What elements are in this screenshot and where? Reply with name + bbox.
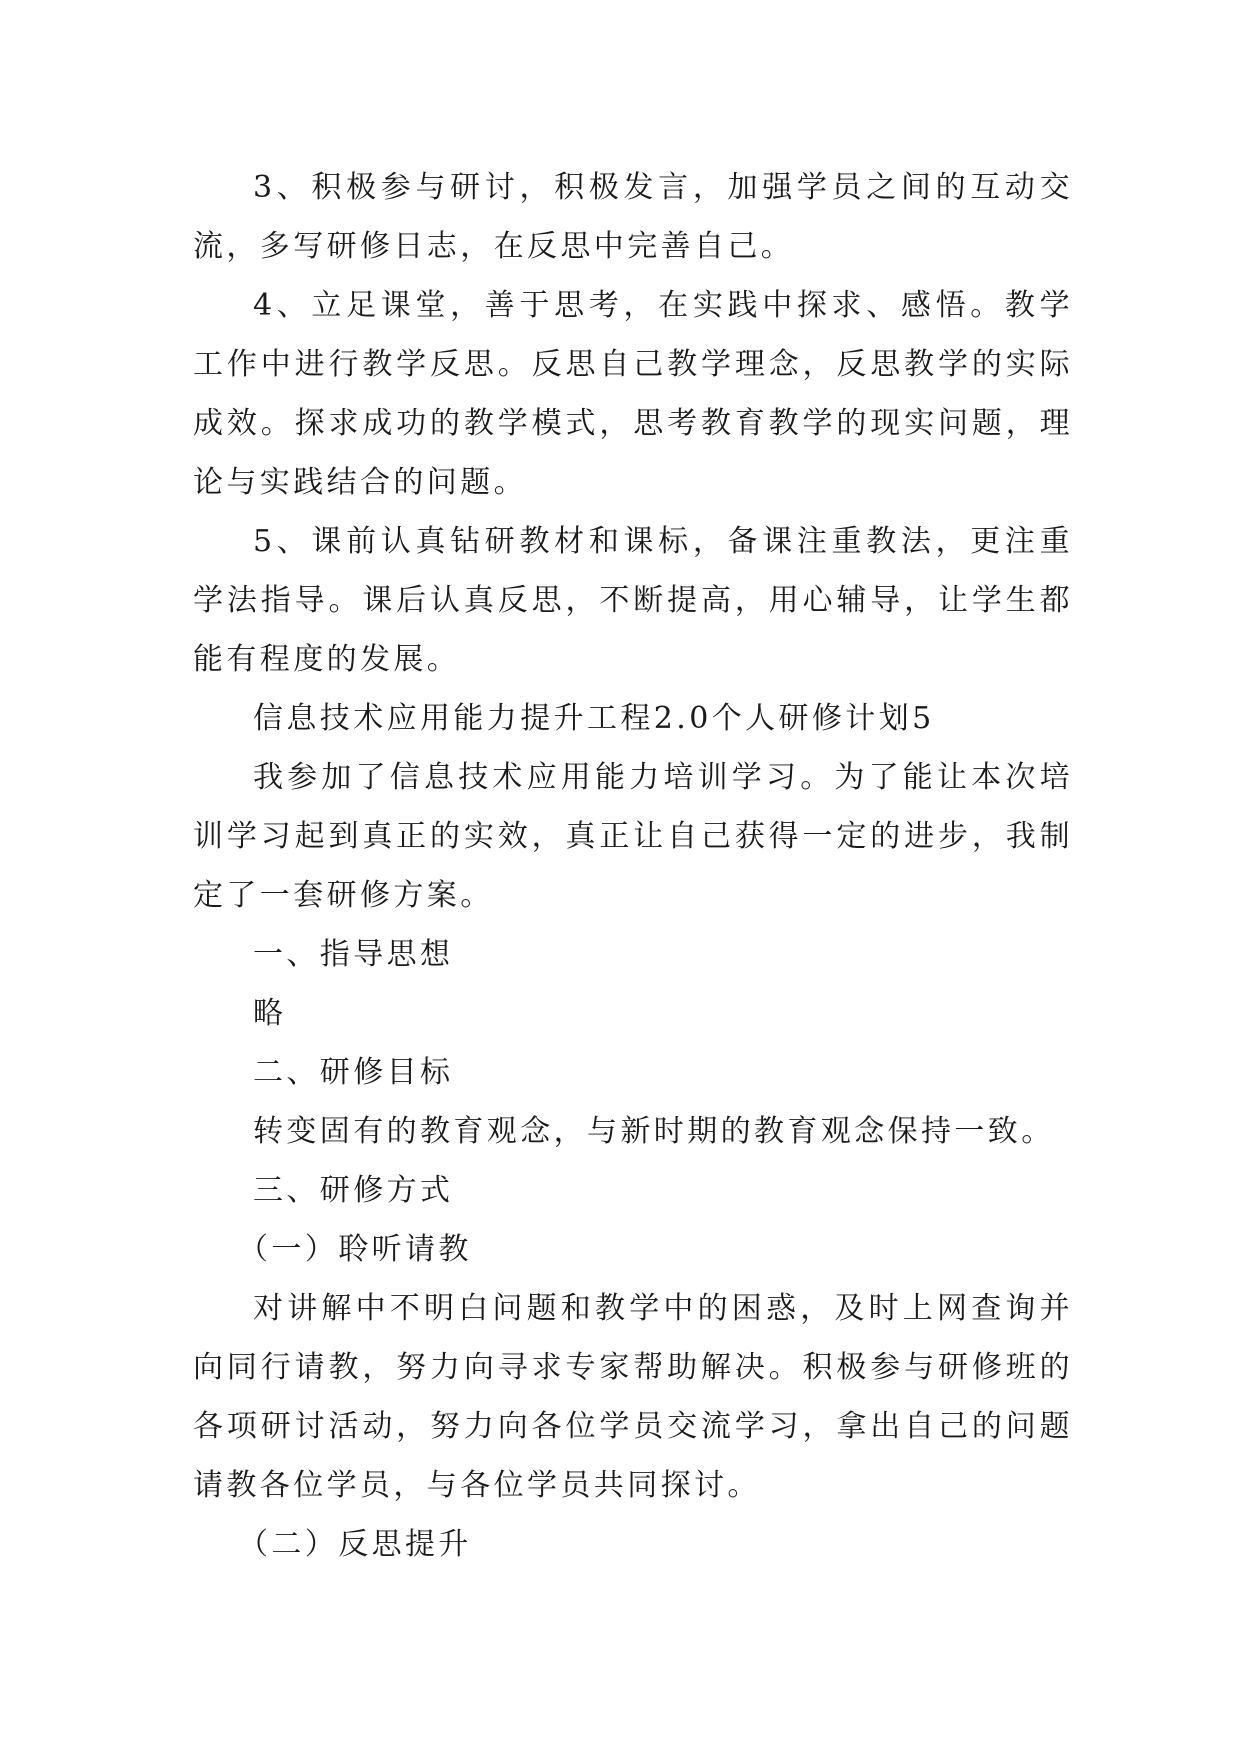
- paragraph-item-3: 3、积极参与研讨，积极发言，加强学员之间的互动交流，多写研修日志，在反思中完善自己。: [193, 170, 1073, 264]
- intro-paragraph: 我参加了信息技术应用能力培训学习。为了能让本次培训学习起到真正的实效，真正让自己获得一定的进步，我制定了一套研修方案。: [193, 760, 1073, 913]
- section-title: 信息技术应用能力提升工程2.0个人研修计划5: [253, 701, 935, 736]
- listen-ask-paragraph: 对讲解中不明白问题和教学中的困惑，及时上网查询并向同行请教，努力向寻求专家帮助解决。积极参与研修班的各项研讨活动，努力向各位学员交流学习，拿出自己的问题请教各位学员，与各位学员共同探讨。: [193, 1291, 1073, 1503]
- paragraph-item-4: 4、立足课堂，善于思考，在实践中探求、感悟。教学工作中进行教学反思。反思自己教学理念，反思教学的实际成效。探求成功的教学模式，思考教育教学的现实问题，理论与实践结合的问题。: [193, 288, 1073, 500]
- heading-study-method: 三、研修方式: [253, 1173, 454, 1208]
- heading-guiding-thought: 一、指导思想: [253, 937, 454, 972]
- subheading-reflect-improve: （二）反思提升: [238, 1527, 472, 1562]
- guiding-thought-text: 略: [253, 996, 287, 1031]
- heading-study-goal: 二、研修目标: [253, 1055, 454, 1090]
- study-goal-text: 转变固有的教育观念，与新时期的教育观念保持一致。: [253, 1114, 1055, 1149]
- paragraph-item-5: 5、课前认真钻研教材和课标，备课注重教法，更注重学法指导。课后认真反思，不断提高，用心辅导，让学生都能有程度的发展。: [193, 524, 1073, 677]
- subheading-listen-ask: （一）聆听请教: [238, 1232, 472, 1267]
- document-body: [193, 158, 1073, 1574]
